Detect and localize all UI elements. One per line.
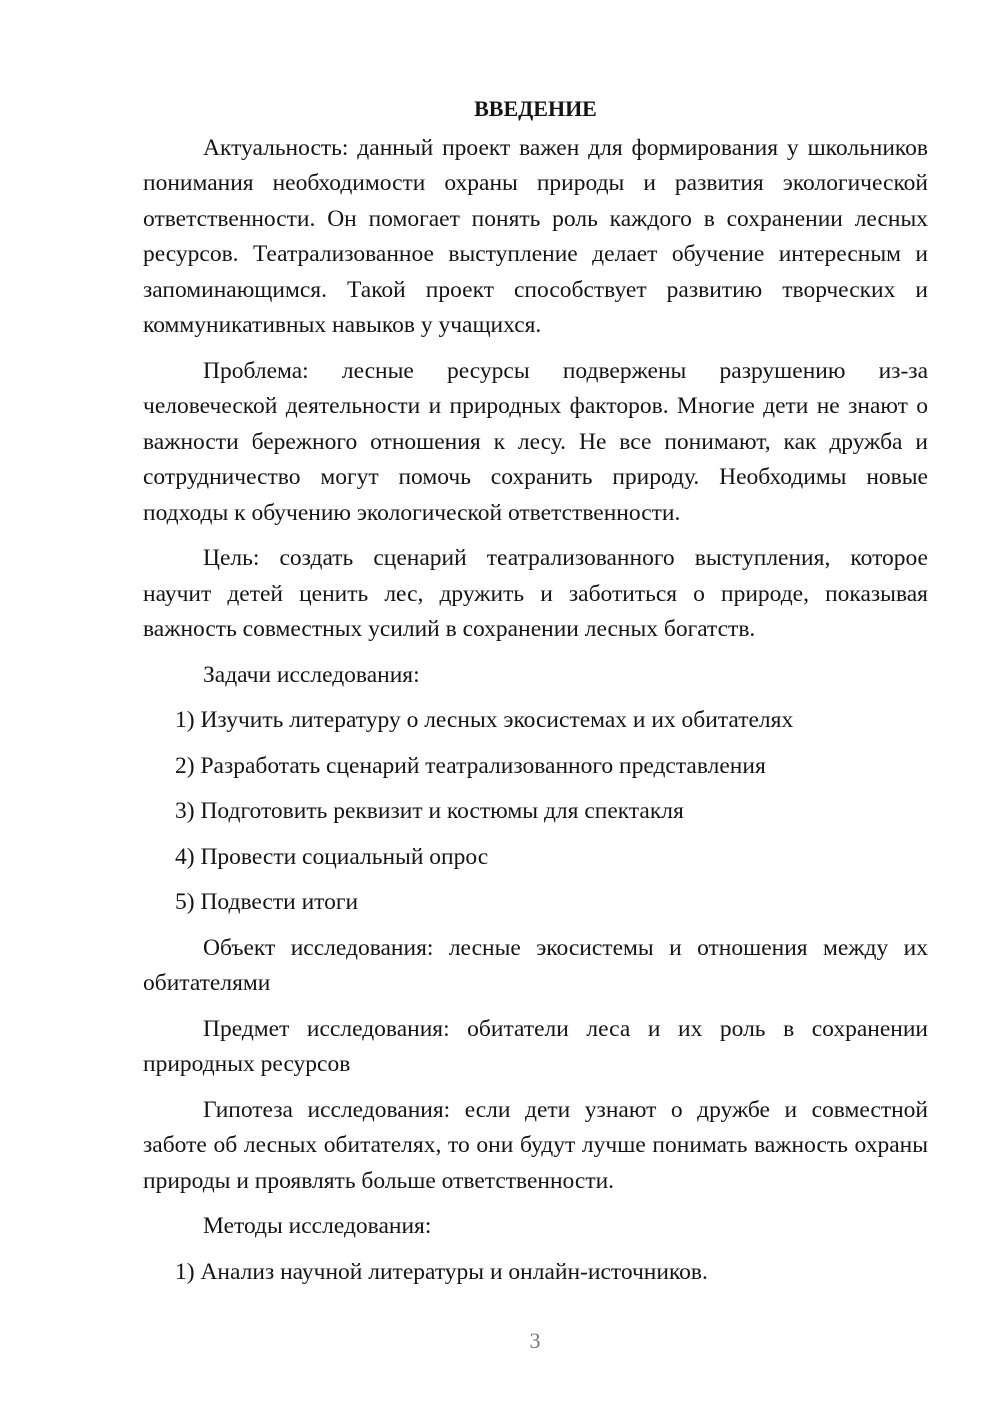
tasks-label: Задачи исследования:: [203, 661, 420, 688]
relevance-paragraph: Актуальность: данный проект важен для формирования у школьников понимания необходимости охраны природы и развития экологической ответственности. Он помогает понять роль каждого в сохранении лесных ресурсов. Театрализованное выступление делает обучение интересным и запоминающимся. Такой проект способствует развитию творческих и коммуникативных навыков у учащихся.: [143, 134, 928, 338]
hypothesis-paragraph: Гипотеза исследования: если дети узнают о дружбе и совместной заботе об лесных обитателях, то они будут лучше понимать важность охраны природы и проявлять больше ответственности.: [143, 1096, 928, 1194]
list-item: 2) Разработать сценарий театрализованного представления: [175, 752, 766, 779]
tasks-list: [143, 703, 928, 921]
list-item: 3) Подготовить реквизит и костюмы для спектакля: [175, 798, 684, 824]
methods-list: [143, 1255, 928, 1291]
list-item: 1) Изучить литературу о лесных экосистемах и их обитателях: [175, 707, 794, 733]
page-title: ВВЕДЕНИЕ: [474, 96, 597, 121]
page-number: 3: [529, 1328, 541, 1353]
problem-paragraph: Проблема: лесные ресурсы подвержены разрушению из-за человеческой деятельности и природных факторов. Многие дети не знают о важности бережного отношения к лесу. Не все понимают, как дружба и сотрудничество могут помочь сохранить природу. Необходимы новые подходы к обучению экологической ответственности.: [143, 357, 928, 526]
object-paragraph: Объект исследования: лесные экосистемы и отношения между их обитателями: [143, 934, 928, 996]
document-body: [143, 91, 928, 1300]
list-item: 5) Подвести итоги: [175, 889, 359, 915]
list-item: 1) Анализ научной литературы и онлайн-источников.: [175, 1258, 708, 1285]
methods-label: Методы исследования:: [203, 1213, 432, 1239]
list-item: 4) Провести социальный опрос: [175, 843, 489, 870]
goal-paragraph: Цель: создать сценарий театрализованного выступления, которое научит детей ценить лес, дружить и заботиться о природе, показывая важность совместных усилий в сохранении лесных богатств.: [143, 545, 928, 642]
subject-paragraph: Предмет исследования: обитатели леса и их роль в сохранении природных ресурсов: [143, 1015, 928, 1077]
